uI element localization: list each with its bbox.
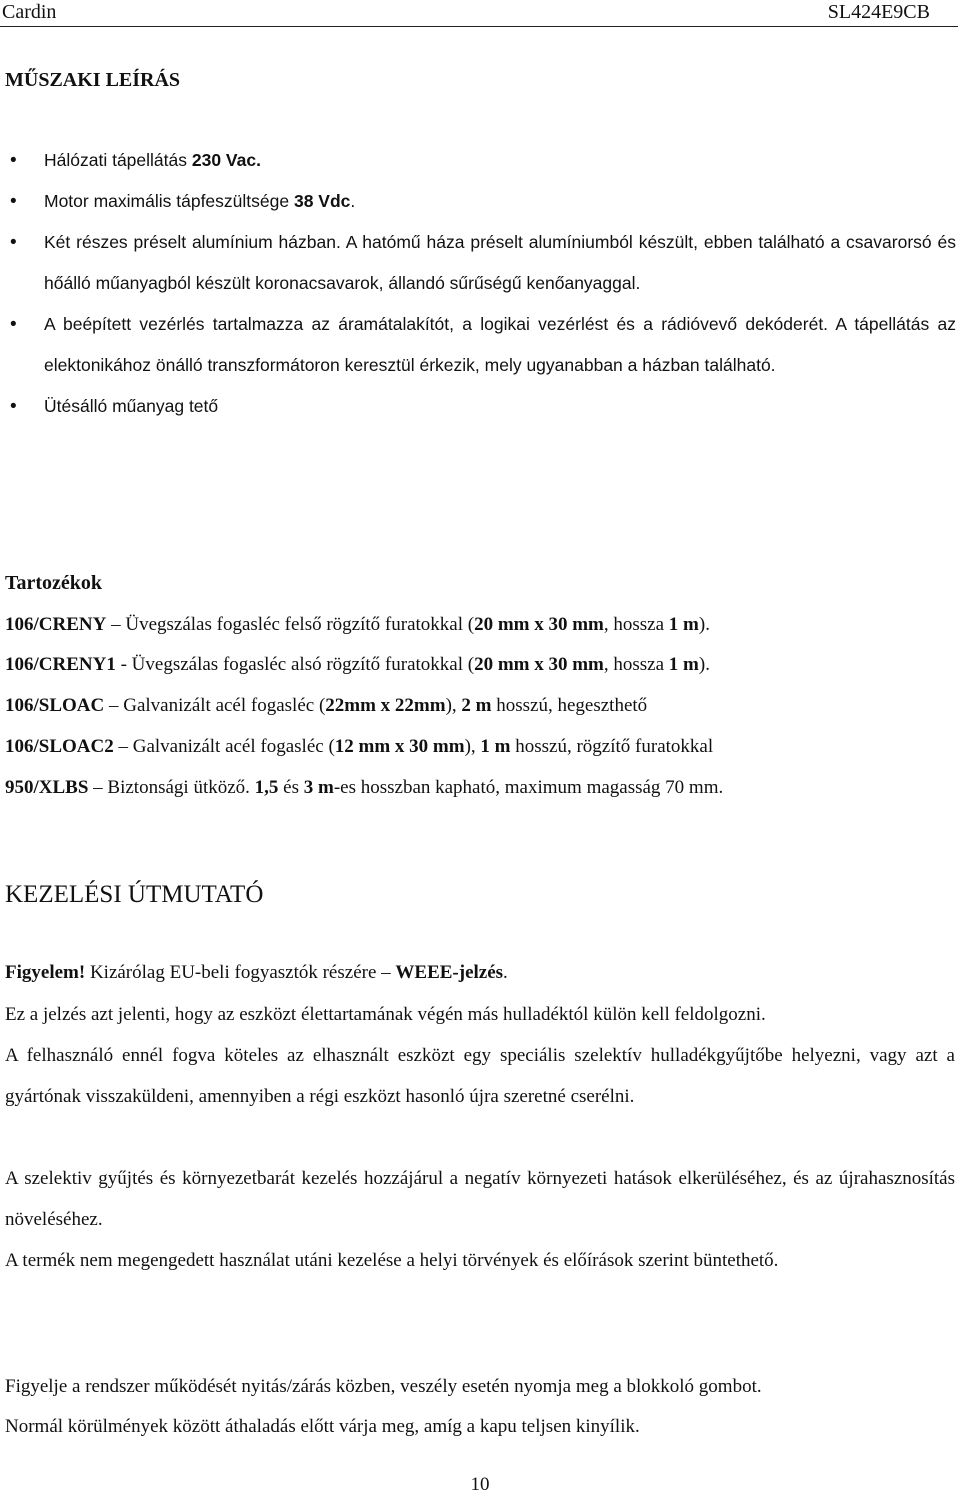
accessory-line: 106/SLOAC – Galvanizált acél fogasléc (22mm x 22mm), 2 m hosszú, hegeszthető <box>5 695 648 716</box>
page-number: 10 <box>470 1474 490 1495</box>
manual-paragraph: A felhasználó ennél fogva köteles az elhasznált eszközt egy speciális szelektív hulladékgyűjtőbe helyezni, vagy azt a gyártónak visszaküldeni, amennyiben a régi eszközt hasonló újra szeretné cserélni. <box>5 1045 955 1107</box>
list-item: • A beépített vezérlés tartalmazza az áramátalakítót, a logikai vezérlést és a rádióvevő dekóderét. A tápellátás az elektonikához önálló transzformátoron keresztül érkezik, mely ugyanabban a házban található. <box>0 304 956 386</box>
list-item: • Két részes préselt alumínium házban. A hatómű háza préselt alumíniumból készült, ebben található a csavarorsó és hőálló műanyagból készült koronacsavarok, állandó sűrűségű kenőanyaggal. <box>0 222 956 304</box>
list-item: • Ütésálló műanyag tető <box>0 386 956 427</box>
spec-bullet-list <box>0 140 960 427</box>
accessory-line: 106/SLOAC2 – Galvanizált acél fogasléc (12 mm x 30 mm), 1 m hosszú, rögzítő furatokkal <box>5 736 714 757</box>
manual-paragraph: Ez a jelzés azt jelenti, hogy az eszközt élettartamának végén más hulladéktól külön kell feldolgozni. <box>5 1004 766 1025</box>
header-brand: Cardin <box>2 1 57 23</box>
list-item: • Hálózati tápellátás 230 Vac. <box>0 140 956 181</box>
manual-paragraph: Figyelje a rendszer működését nyitás/zárás közben, veszély esetén nyomja meg a blokkoló gombot. <box>5 1376 762 1397</box>
accessories-title: Tartozékok <box>5 572 103 594</box>
manual-title: KEZELÉSI ÚTMUTATÓ <box>5 881 264 908</box>
manual-paragraph: A termék nem megengedett használat utáni kezelése a helyi törvények és előírások szerint büntethető. <box>5 1250 779 1271</box>
accessory-line: 950/XLBS – Biztonsági ütköző. 1,5 és 3 m-es hosszban kapható, maximum magasság 70 mm. <box>5 777 724 798</box>
weee-warning: Figyelem! Kizárólag EU-beli fogyasztók részére – WEEE-jelzés. <box>5 962 508 983</box>
manual-paragraph: Normál körülmények között áthaladás előtt várja meg, amíg a kapu teljsen kinyílik. <box>5 1416 640 1437</box>
spec-title: MŰSZAKI LEÍRÁS <box>5 69 181 91</box>
header-model: SL424E9CB <box>827 1 930 23</box>
list-item: • Motor maximális tápfeszültsége 38 Vdc. <box>0 181 956 222</box>
page-header <box>0 0 958 27</box>
manual-paragraph: A szelektiv gyűjtés és környezetbarát kezelés hozzájárul a negatív környezeti hatások elkerüléséhez, és az újrahasznosítás növeléséhez. <box>5 1168 955 1230</box>
accessory-line: 106/CRENY1 - Üvegszálas fogasléc alsó rögzítő furatokkal (20 mm x 30 mm, hossza 1 m). <box>5 654 710 675</box>
accessory-line: 106/CRENY – Üvegszálas fogasléc felső rögzítő furatokkal (20 mm x 30 mm, hossza 1 m). <box>5 614 710 635</box>
